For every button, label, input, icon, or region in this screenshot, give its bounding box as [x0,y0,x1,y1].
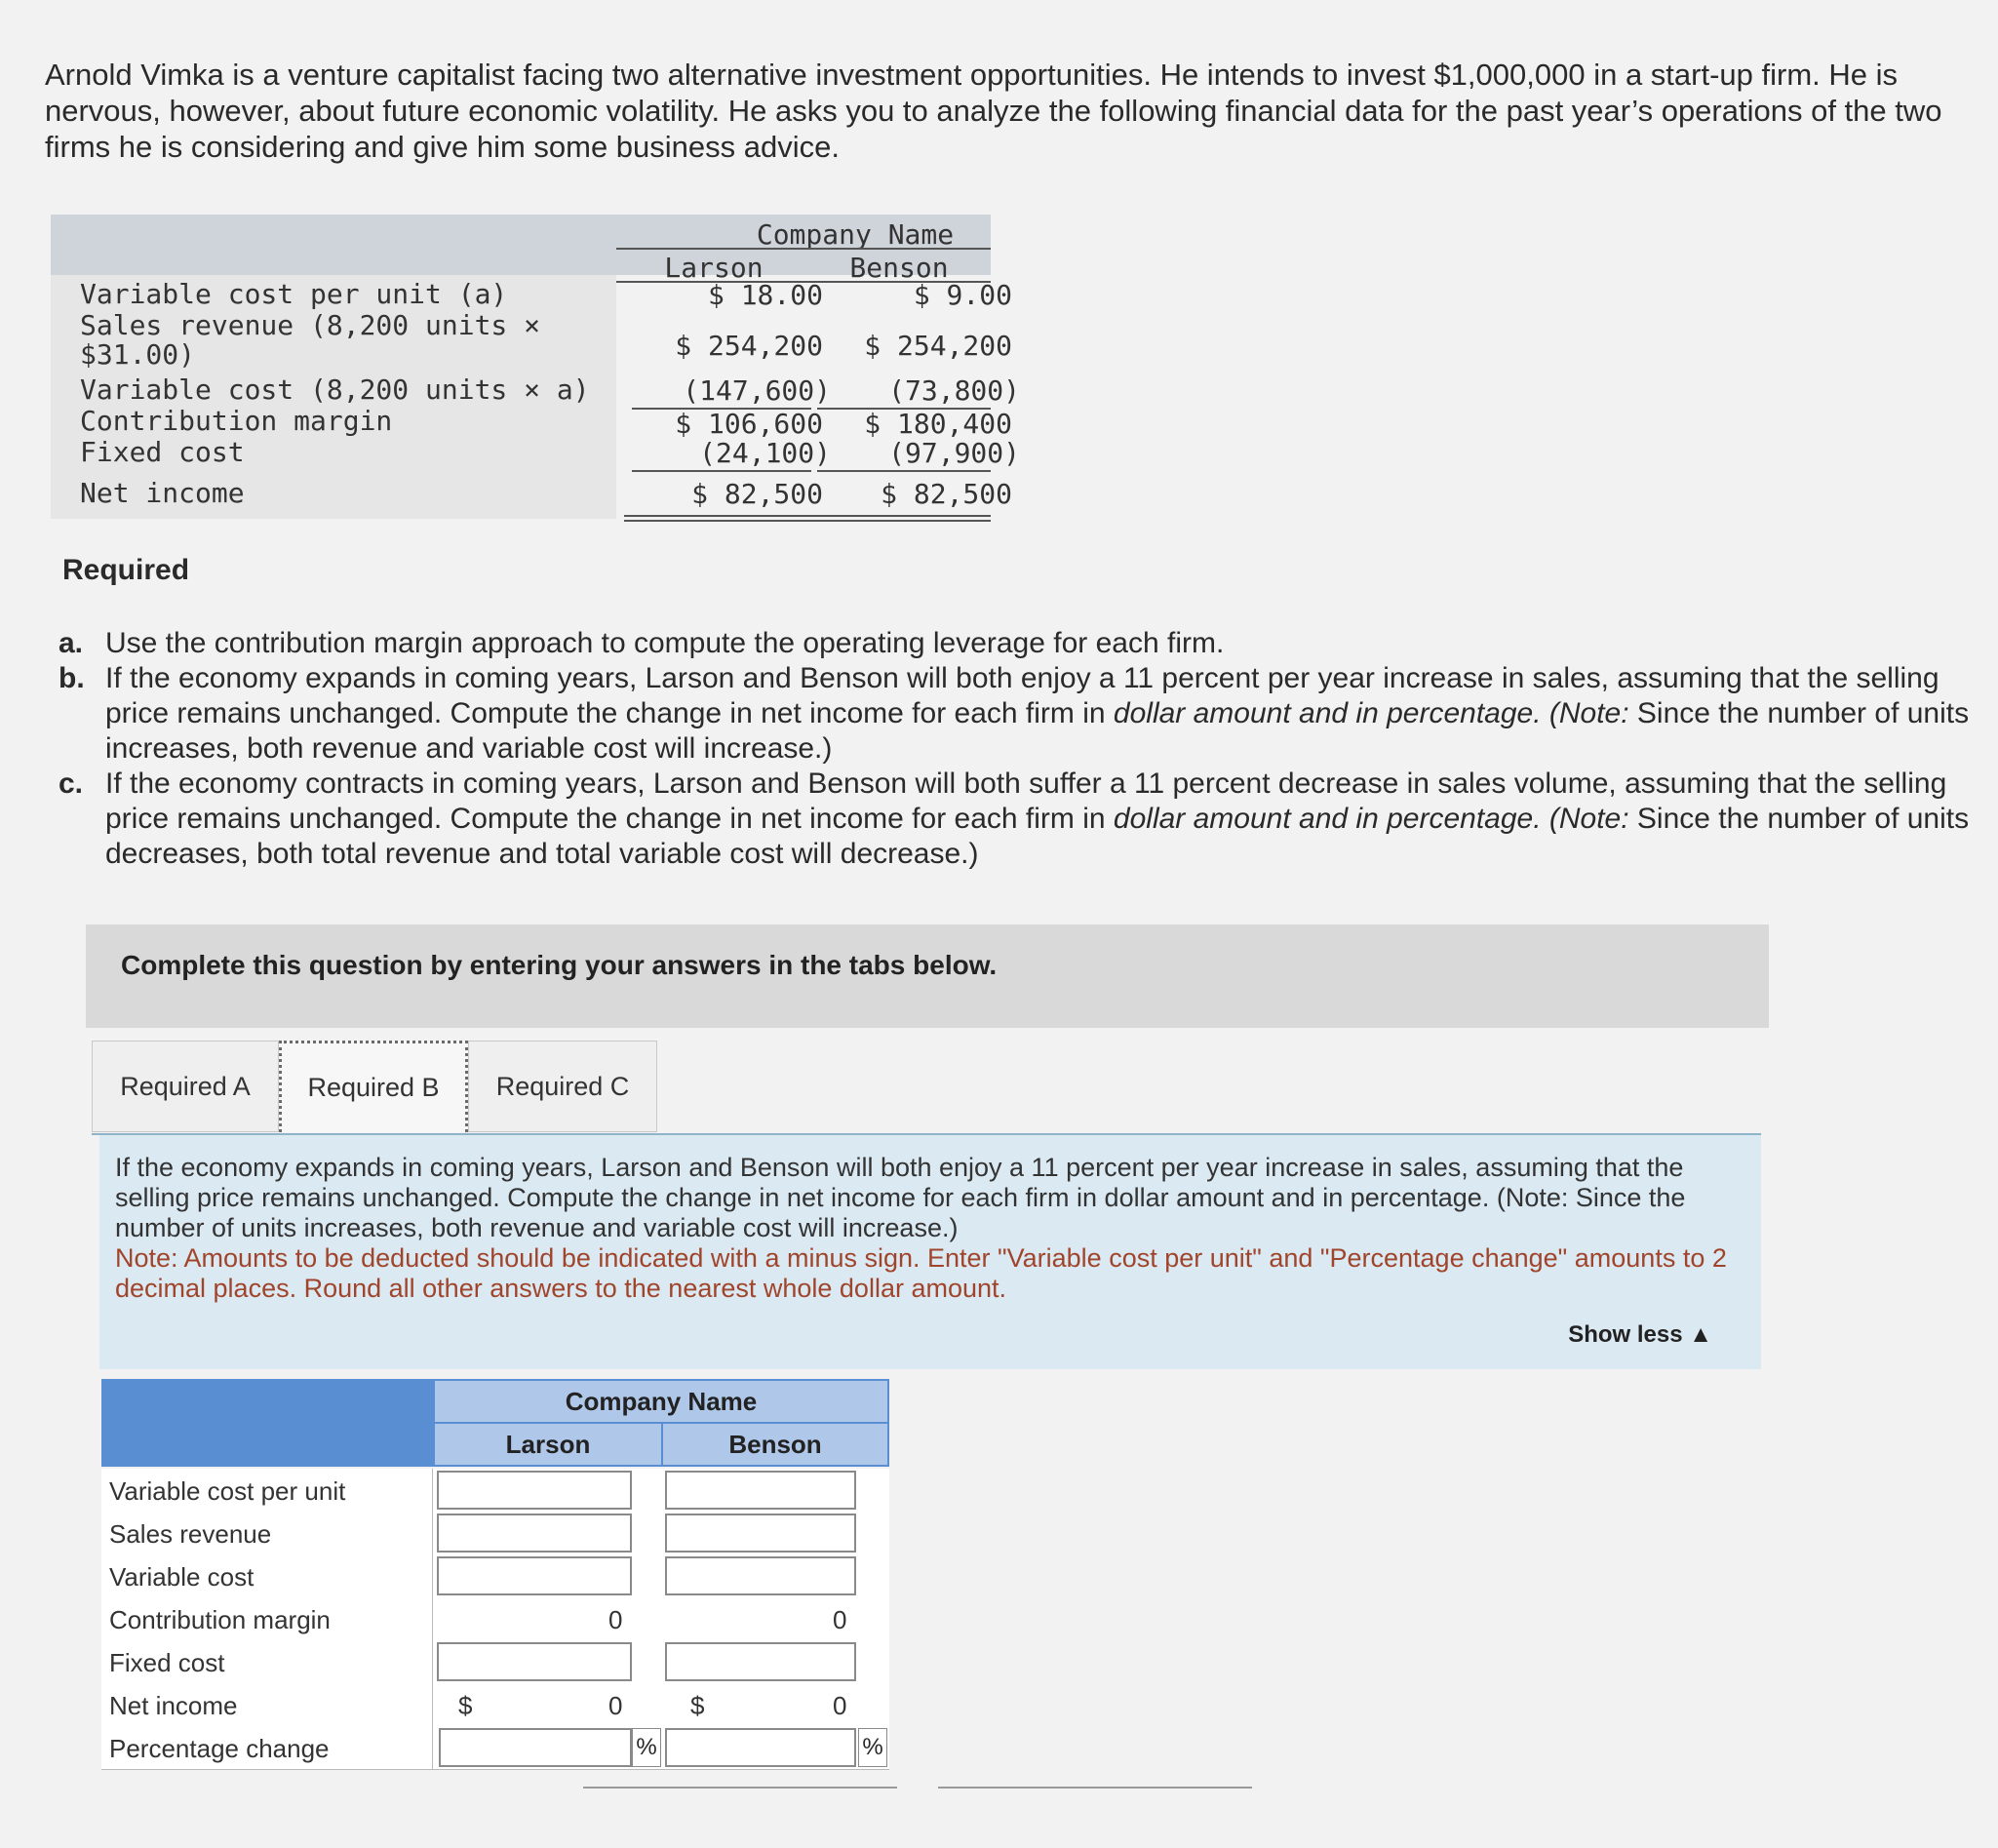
row-label: Sales revenue (8,200 units × [80,309,541,341]
company-name-header: Company Name [435,1381,887,1422]
row-label: Fixed cost [80,436,245,468]
subtotal-rule [817,470,991,472]
table-row [101,1469,889,1513]
dollar-sign: $ [458,1691,473,1720]
footer-divider [938,1787,1252,1789]
larson-net-income-value: 0 [608,1691,623,1720]
benson-fixed-cost-input[interactable] [665,1642,856,1681]
row-label: Variable cost per unit [109,1476,346,1506]
item-emphasis: dollar amount and in percentage. (Note: [1113,697,1629,729]
benson-contribution-margin-value: 0 [833,1605,847,1634]
item-marker: a. [59,627,84,659]
row-label: Percentage change [109,1734,330,1763]
answer-table-header [101,1379,889,1467]
instructions-banner: Complete this question by entering your answers in the tabs below. [86,924,1769,1028]
required-item-a [59,626,1970,661]
percent-sign: % [632,1728,661,1767]
benson-percentage-change-input[interactable] [665,1728,856,1767]
required-item-c [59,767,1970,872]
required-heading: Required [62,554,190,586]
benson-header: Benson [849,252,949,284]
larson-value: (147,600) [683,374,831,407]
item-emphasis: dollar amount and in percentage. (Note: [1113,803,1629,835]
benson-sales-revenue-input[interactable] [665,1514,856,1553]
item-marker: c. [59,767,84,800]
answer-note: Note: Amounts to be deducted should be indicated with a minus sign. Enter "Variable cost per unit" and "Percentage change" amounts to 2 decimal places. Round all other answers to the nearest whole dollar amount. [115,1243,1727,1303]
benson-net-income-value: 0 [833,1691,847,1720]
benson-value: (73,800) [888,374,1020,407]
table-row [101,1512,889,1555]
larson-value: $ 254,200 [675,330,823,362]
larson-value: $ 18.00 [707,279,823,311]
tab-required-c[interactable]: Required C [468,1041,657,1132]
table-row [101,1683,889,1727]
benson-value: (97,900) [888,437,1020,469]
total-double-rule [624,515,991,517]
table-row [101,1554,889,1598]
larson-contribution-margin-value: 0 [608,1605,623,1634]
larson-fixed-cost-input[interactable] [437,1642,632,1681]
item-text: Since the number of units increases, both revenue and variable cost will increase.) [105,697,1970,765]
item-text: If the economy expands in coming years, Larson and Benson will both enjoy a 11 percent per year increase in sales, assuming that the selling price remains unchanged. Compute the change in net income for each firm in [105,662,1939,729]
row-label: Variable cost per unit (a) [80,278,508,310]
larson-sales-revenue-input[interactable] [437,1514,632,1553]
total-double-rule [624,520,991,522]
larson-header: Larson [664,252,764,284]
item-text: If the economy contracts in coming years, Larson and Benson will both suffer a 11 percent decrease in sales volume, assuming that the selling price remains unchanged. Compute the change in net income for each firm in [105,767,1947,835]
required-item-b [59,661,1970,767]
benson-value: $ 9.00 [913,279,1012,311]
row-label: Net income [80,477,245,509]
row-label: Net income [109,1691,238,1720]
larson-value: $ 82,500 [691,478,823,510]
larson-variable-cost-input[interactable] [437,1556,632,1595]
tab-required-a[interactable]: Required A [92,1041,279,1132]
benson-header: Benson [663,1424,887,1465]
larson-value: $ 106,600 [675,408,823,440]
item-text: Use the contribution margin approach to compute the operating leverage for each firm. [105,627,1225,659]
show-less-link[interactable]: Show less ▲ [1568,1321,1712,1348]
question-text: If the economy expands in coming years, Larson and Benson will both enjoy a 11 percent per year increase in sales, assuming that the selling price remains unchanged. Compute the change in net income for each firm in dollar amount and in percentage. (Note: Since the number of units increases, both revenue and variable cost will increase.) [115,1153,1686,1242]
larson-header: Larson [435,1424,661,1465]
row-label: Contribution margin [80,405,393,437]
question-info-box [99,1135,1761,1369]
row-label-cont: $31.00) [80,338,196,371]
larson-value: (24,100) [699,437,831,469]
required-list [59,626,1970,872]
percent-sign: % [858,1728,887,1767]
subtotal-rule [632,470,811,472]
row-label: Variable cost (8,200 units × a) [80,374,590,406]
item-text: Since the number of units decreases, both total revenue and total variable cost will decrease.) [105,803,1970,870]
larson-percentage-change-input[interactable] [439,1728,632,1767]
table-row [101,1726,889,1770]
problem-intro: Arnold Vimka is a venture capitalist facing two alternative investment opportunities. He intends to invest $1,000,000 in a start-up firm. He is nervous, however, about future economic volatility. He asks you to analyze the following financial data for the past year’s operations of the two firms he is considering and give him some business advice. [45,58,1942,164]
benson-variable-cost-per-unit-input[interactable] [665,1471,856,1510]
row-label: Contribution margin [109,1605,331,1634]
benson-value: $ 180,400 [864,408,1012,440]
table-row [101,1597,889,1641]
item-marker: b. [59,662,85,694]
table-row [101,1640,889,1684]
dollar-sign: $ [690,1691,705,1720]
header-label-cell [103,1381,433,1465]
benson-value: $ 82,500 [881,478,1012,510]
larson-variable-cost-per-unit-input[interactable] [437,1471,632,1510]
benson-variable-cost-input[interactable] [665,1556,856,1595]
footer-divider [583,1787,897,1789]
row-label: Variable cost [109,1562,255,1592]
row-label: Sales revenue [109,1519,272,1549]
row-label: Fixed cost [109,1648,225,1677]
header-divider [616,248,991,250]
company-name-header: Company Name [756,218,955,251]
benson-value: $ 254,200 [864,330,1012,362]
tab-required-b[interactable]: Required B [279,1041,468,1132]
